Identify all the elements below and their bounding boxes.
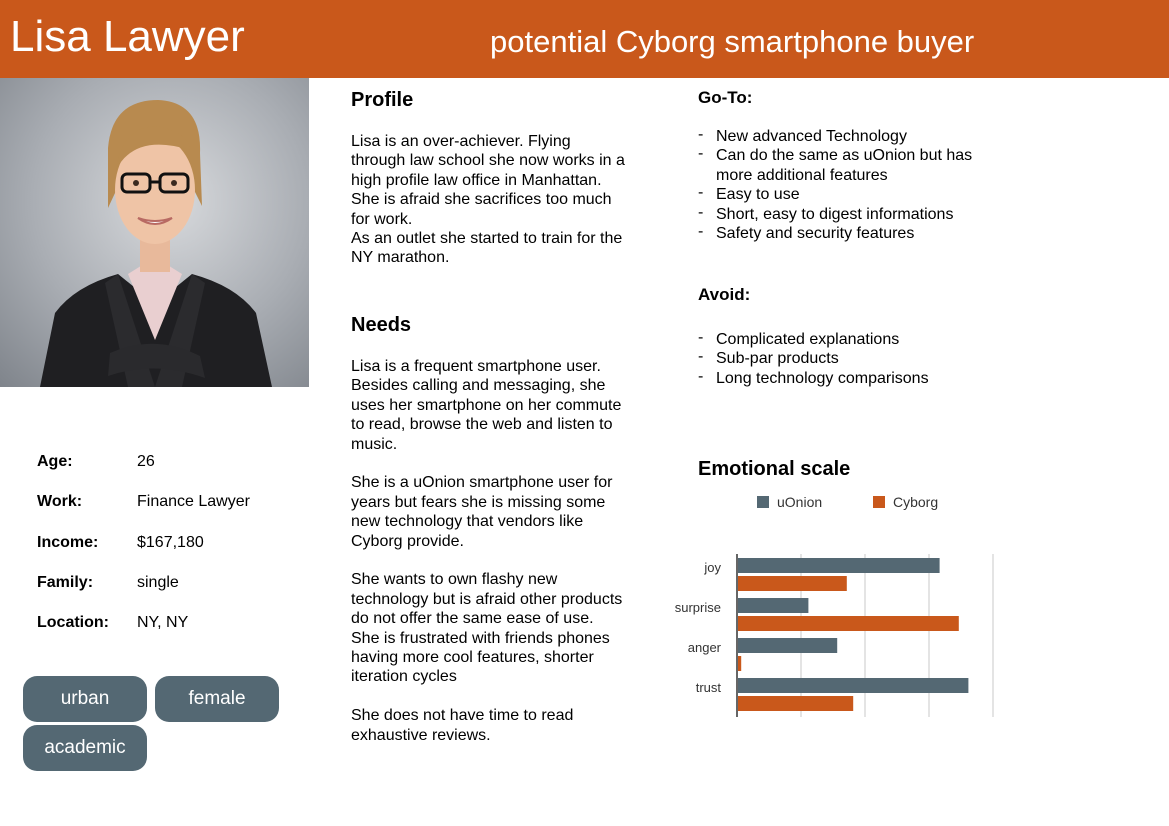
legend-label: uOnion <box>777 494 823 510</box>
persona-photo <box>0 78 309 387</box>
needs-text: Lisa is a frequent smartphone user. Besides calling and messaging, she uses her smartphone on her commute to read, browse the web and listen to music. <box>351 358 622 453</box>
needs-text: She does not have time to read exhaustive reviews. <box>351 707 574 744</box>
bar-cyborg-joy <box>738 576 847 591</box>
goto-list <box>698 127 973 243</box>
legend-swatch <box>873 496 885 508</box>
info-value: 26 <box>137 453 155 470</box>
info-value: NY, NY <box>137 614 189 631</box>
list-item: - Long technology comparisons <box>698 369 973 388</box>
info-value: Finance Lawyer <box>137 493 250 510</box>
header-bar <box>0 0 1169 78</box>
tag-female: female <box>155 676 279 722</box>
tag-urban: urban <box>23 676 147 722</box>
bar-cyborg-surprise <box>738 616 959 631</box>
category-label: trust <box>695 680 721 695</box>
list-item: - New advanced Technology <box>698 127 973 146</box>
profile-section <box>351 88 626 268</box>
goto-section <box>698 87 973 243</box>
list-item: - Easy to use <box>698 185 973 204</box>
needs-text: She is frustrated with friends phones having more cool features, shorter iteration cycles <box>351 629 610 686</box>
bar-uonion-joy <box>738 558 940 573</box>
needs-text: She is a uOnion smartphone user for years but fears she is missing some new technology that vendors like Cyborg provide. <box>351 474 613 550</box>
info-value: $167,180 <box>137 534 204 551</box>
info-label: Location: <box>37 614 109 631</box>
profile-text: She is afraid she sacrifices too much for work. <box>351 191 612 228</box>
legend-swatch <box>757 496 769 508</box>
info-label: Age: <box>37 453 73 470</box>
bar-uonion-surprise <box>738 598 808 613</box>
info-label: Family: <box>37 574 94 591</box>
info-label: Income: <box>37 534 99 551</box>
avoid-section <box>698 284 973 388</box>
profile-text: Lisa is an over-achiever. Flying through law school she now works in a high profile law office in Manhattan. <box>351 133 625 189</box>
bar-uonion-anger <box>738 638 837 653</box>
emotional-scale-chart <box>660 490 1020 730</box>
goto-heading: Go-To: <box>698 88 753 107</box>
profile-heading: Profile <box>351 89 414 111</box>
needs-text: She wants to own flashy new technology but is afraid other products do not offer the same ease of use. <box>351 571 623 628</box>
list-item: - Complicated explanations <box>698 330 973 349</box>
list-item: - Can do the same as uOnion but has more additional features <box>698 146 973 185</box>
info-value: single <box>137 574 179 591</box>
info-label: Work: <box>37 493 83 510</box>
needs-section <box>351 313 626 745</box>
tag-academic: academic <box>23 725 147 771</box>
avoid-heading: Avoid: <box>698 285 751 304</box>
list-item: - Sub-par products <box>698 349 973 368</box>
profile-text: As an outlet she started to train for the NY marathon. <box>351 230 623 267</box>
persona-subtitle: potential Cyborg smartphone buyer <box>490 24 975 59</box>
portrait-illustration <box>0 78 309 387</box>
category-label: joy <box>704 560 721 575</box>
bar-cyborg-anger <box>738 656 741 671</box>
persona-name: Lisa Lawyer <box>10 12 245 61</box>
emotional-section <box>698 457 973 481</box>
emotional-heading: Emotional scale <box>698 458 851 480</box>
legend-label: Cyborg <box>893 494 939 510</box>
list-item: - Short, easy to digest informations <box>698 205 973 224</box>
bar-uonion-trust <box>738 678 968 693</box>
avoid-list <box>698 330 973 388</box>
list-item: - Safety and security features <box>698 224 973 243</box>
category-label: anger <box>687 640 721 655</box>
bar-cyborg-trust <box>738 696 853 711</box>
category-label: surprise <box>674 600 721 615</box>
needs-heading: Needs <box>351 314 412 336</box>
